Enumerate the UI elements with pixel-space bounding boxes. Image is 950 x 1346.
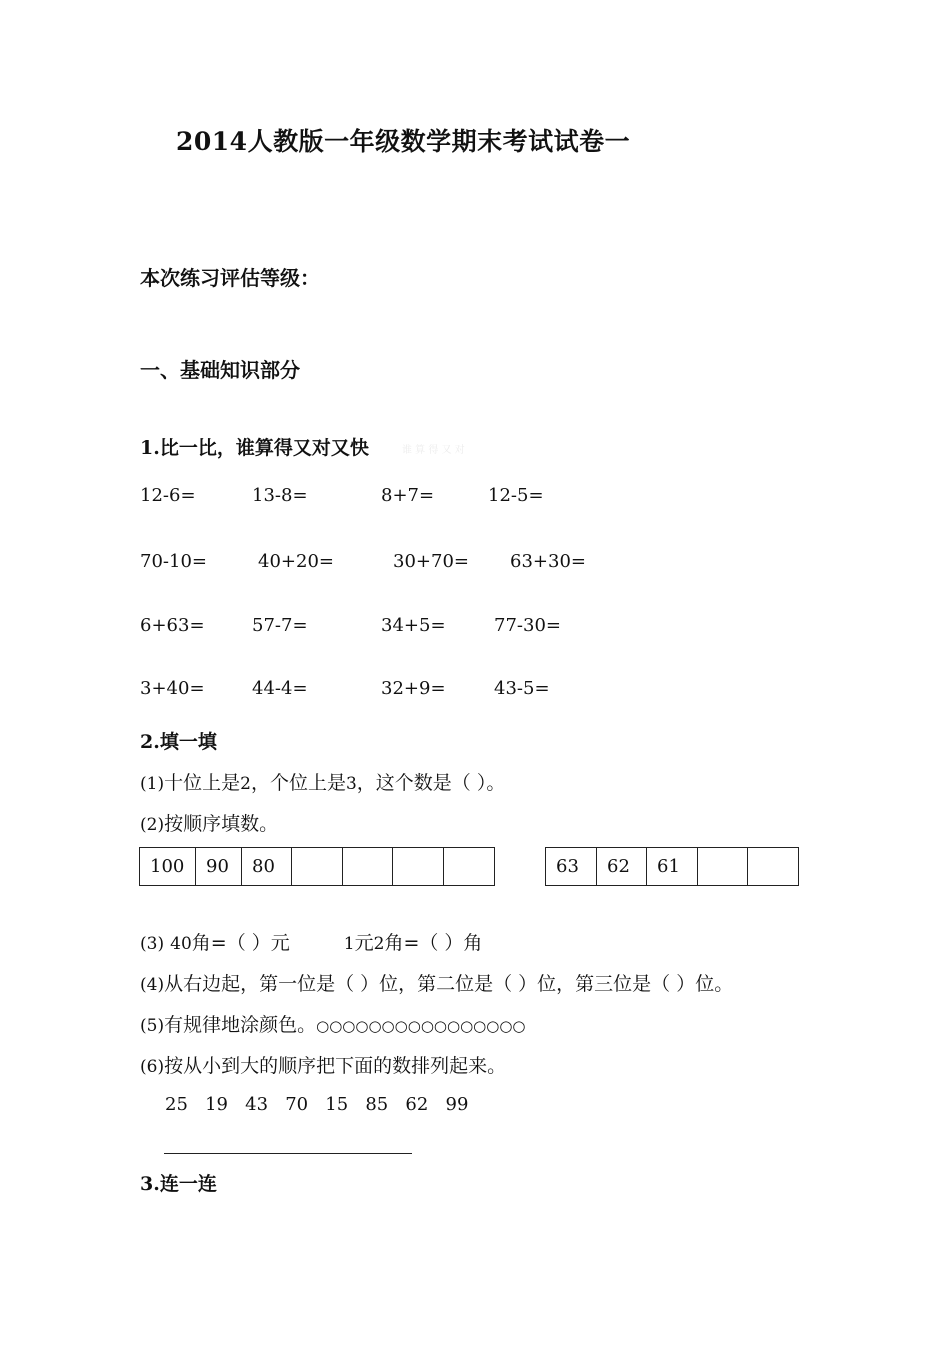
q2-part5: [140, 1010, 526, 1037]
grade-label: 本次练习评估等级：: [140, 266, 320, 290]
part-number: (3): [140, 934, 165, 954]
section-heading-basics: 一、基础知识部分: [140, 358, 300, 382]
calc-item: 3+40=: [140, 678, 205, 699]
sequence-cell: 100: [140, 848, 196, 886]
part1-digit-tens: 2: [240, 774, 251, 794]
calc-item: 32+9=: [381, 678, 446, 699]
q3-heading: [140, 1169, 217, 1196]
sequence-cell: 90: [196, 848, 242, 886]
sequence-cell: 61: [647, 848, 698, 886]
calc-item: 70-10=: [140, 551, 207, 572]
q3-title: 连一连: [159, 1173, 217, 1195]
sequence-blank-cell[interactable]: [444, 848, 495, 886]
answer-line[interactable]: [164, 1153, 412, 1154]
sequence-blank-cell[interactable]: [698, 848, 748, 886]
sequence-blank-cell[interactable]: [292, 848, 343, 886]
part1-text-c: ，这个数是（ ）。: [356, 772, 506, 794]
q2-part3: [140, 928, 482, 955]
q1-heading: [140, 433, 369, 460]
numbers-to-sort: 25 19 43 70 15 85 62 99: [165, 1094, 469, 1115]
calc-item: 12-5=: [488, 485, 544, 506]
calc-item: 13-8=: [252, 485, 308, 506]
calc-item: 6+63=: [140, 615, 205, 636]
sequence-blank-cell[interactable]: [748, 848, 799, 886]
part5-text: 有规律地涂颜色。: [164, 1014, 317, 1036]
calc-item: 12-6=: [140, 485, 196, 506]
q2-part6: [140, 1051, 506, 1078]
circle-pattern[interactable]: ○○○○○○○○○○○○○○○○: [316, 1017, 526, 1035]
calc-item: 8+7=: [381, 485, 435, 506]
q2-part4: [140, 969, 733, 996]
part1-text-a: 十位上是: [164, 772, 241, 794]
part-number: (4): [140, 975, 165, 995]
part6-text: 按从小到大的顺序把下面的数排列起来。: [164, 1055, 507, 1077]
part-number: (2): [140, 815, 165, 835]
part3-amount-jiao: 40: [170, 934, 192, 954]
q2-heading: [140, 727, 217, 754]
calc-item: 43-5=: [494, 678, 550, 699]
q2-part1: [140, 768, 505, 795]
calc-item: 40+20=: [258, 551, 334, 572]
faint-watermark: 谁 算 得 又 对: [402, 445, 465, 456]
sequence-table-right: [545, 847, 799, 886]
sequence-cell: 80: [242, 848, 292, 886]
part-number: (5): [140, 1016, 165, 1036]
part4-text: 从右边起，第一位是（ ）位，第二位是（ ）位，第三位是（ ）位。: [164, 973, 734, 995]
part3-text-b: 元: [354, 932, 374, 954]
part3-amount-yuan: 1: [343, 934, 355, 954]
part3-amount-jiao2: 2: [373, 934, 385, 954]
sequence-blank-cell[interactable]: [393, 848, 444, 886]
q3-number: 3.: [140, 1173, 160, 1195]
sequence-cell: 62: [597, 848, 647, 886]
calc-item: 63+30=: [510, 551, 586, 572]
part1-text-b: ，个位上是: [250, 772, 346, 794]
calc-item: 34+5=: [381, 615, 446, 636]
q2-part2: [140, 809, 278, 836]
calc-item: 77-30=: [494, 615, 561, 636]
calc-item: 57-7=: [252, 615, 308, 636]
calc-item: 44-4=: [252, 678, 308, 699]
calc-item: 30+70=: [393, 551, 469, 572]
page-title: 2014人教版一年级数学期末考试试卷一: [176, 127, 631, 156]
q1-title: 比一比，谁算得又对又快: [159, 437, 369, 459]
part3-text-c: 角=（ ）角: [384, 932, 483, 954]
part-number: (6): [140, 1057, 165, 1077]
part-number: (1): [140, 774, 165, 794]
part2-text: 按顺序填数。: [164, 813, 279, 835]
sequence-blank-cell[interactable]: [343, 848, 393, 886]
sequence-cell: 63: [546, 848, 597, 886]
part1-digit-ones: 3: [345, 774, 357, 794]
part3-text-a: 角=（ ）元: [191, 932, 290, 954]
q1-number: 1.: [140, 437, 160, 459]
sequence-table-left: [139, 847, 495, 886]
q2-number: 2.: [140, 731, 160, 753]
q2-title: 填一填: [159, 731, 217, 753]
